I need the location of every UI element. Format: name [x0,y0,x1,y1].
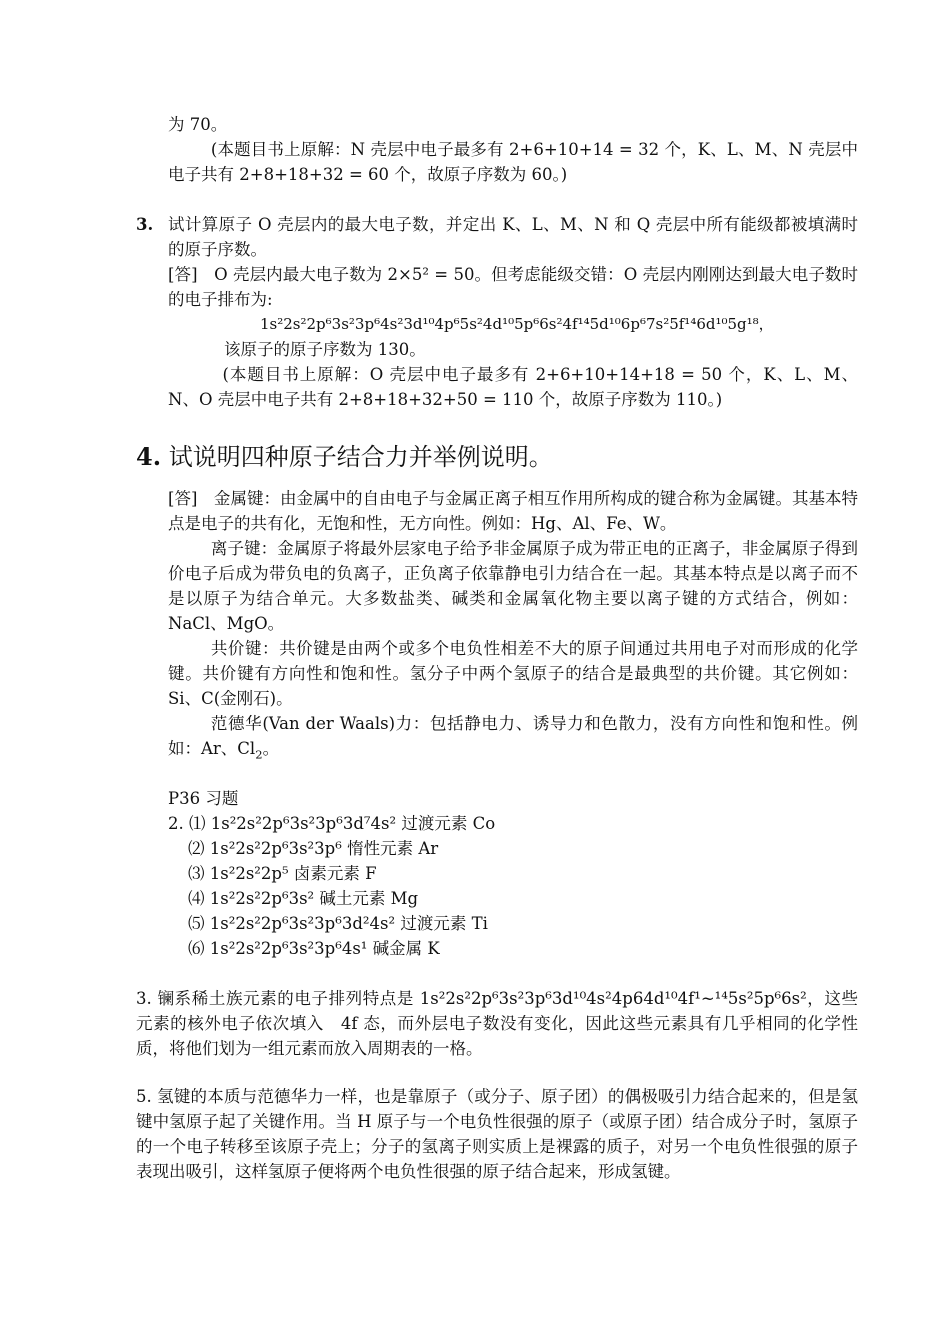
exercise-3-text: 3. 镧系稀土族元素的电子排列特点是 1s²2s²2p⁶3s²3p⁶3d¹⁰4s²4p64d¹⁰4f¹~¹⁴5s²5p⁶6s²，这些元素的核外电子依次填入 4f 态，而外层电子数没有变化，因此这些元素具有几乎相同的化学性质，将他们划为一组元素而放入周期表的一格。 [136,989,858,1058]
q4-vdw-force [168,711,858,761]
p36-item: ⑹ 1s²2s²2p⁶3s²3p⁶4s¹ 碱金属 K [188,939,440,958]
p36-item: ⑷ 1s²2s²2p⁶3s² 碱土元素 Mg [188,889,419,908]
q3-result: 该原子的原子序数为 130。 [224,340,426,359]
q4-metal-bond: [答] 金属键：由金属中的自由电子与金属正离子相互作用所构成的键合称为金属键。其基本特点是电子的共有化，无饱和性，无方向性。例如：Hg、Al、Fe、W。 [168,489,858,533]
q3-block [168,212,858,412]
q3-note: (本题目书上原解：O 壳层中电子最多有 2+6+10+14+18 = 50 个，K、L、M、N、O 壳层中电子共有 2+8+18+32+50 = 110 个，故原子序数为 110。) [168,365,858,409]
q2-tail-note: (本题目书上原解：N 壳层中电子最多有 2+6+10+14 = 32 个，K、L、M、N 壳层中电子共有 2+8+18+32 = 60 个，故原子序数为 60。) [168,140,858,184]
exercise-3 [136,986,858,1061]
q4-question: 试说明四种原子结合力并举例说明。 [168,443,553,471]
q4-vdw-main: 范德华(Van der Waals)力：包括静电力、诱导力和色散力，没有方向性和饱和性。例如：Ar、Cl [168,714,858,758]
p36-title: P36 习题 [168,789,239,808]
q2-tail-line: 为 70。 [168,115,228,134]
p36-item: ⑶ 1s²2s²2p⁵ 卤素元素 F [188,864,377,883]
q3-answer: [答] O 壳层内最大电子数为 2×5² = 50。但考虑能级交错：O 壳层内刚刚达到最大电子数时的电子排布为: [168,265,858,309]
exercise-5 [136,1084,858,1184]
q4-vdw-sub: 2 [255,747,263,762]
q4-number: 4. [136,442,162,471]
q3-question: 试计算原子 O 壳层内的最大电子数，并定出 K、L、M、N 和 Q 壳层中所有能级都被填满时的原子序数。 [168,215,858,259]
q4-answer [168,486,858,761]
q4-heading [136,440,856,474]
exercise-5-text: 5. 氢键的本质与范德华力一样，也是靠原子（或分子、原子团）的偶极吸引力结合起来的，但是氢键中氢原子起了关键作用。当 H 原子与一个电负性很强的原子（或原子团）结合成分子时，氢原子的一个电子转移至该原子壳上；分子的氢离子则实质上是裸露的质子，对另一个电负性很强的原子表现出吸引，这样氢原子便将两个电负性很强的原子结合起来，形成氢键。 [136,1087,858,1181]
q2-tail [168,112,858,187]
p36-item: ⑸ 1s²2s²2p⁶3s²3p⁶3d²4s² 过渡元素 Ti [188,914,488,933]
q4-vdw-end: 。 [262,739,280,758]
q3-number: 3. [136,215,154,234]
q3-config: 1s²2s²2p⁶3s²3p⁶4s²3d¹⁰4p⁶5s²4d¹⁰5p⁶6s²4f¹⁴5d¹⁰6p⁶7s²5f¹⁴6d¹⁰5g¹⁸， [260,315,774,333]
q4-ionic-bond: 离子键：金属原子将最外层家电子给予非金属原子成为带正电的正离子，非金属原子得到价电子后成为带负电的负离子，正负离子依靠静电引力结合在一起。其基本特点是以离子而不是以原子为结合单元。大多数盐类、碱类和金属氧化物主要以离子键的方式结合，例如：NaCl、MgO。 [168,539,858,633]
p36-item: ⑵ 1s²2s²2p⁶3s²3p⁶ 惰性元素 Ar [188,839,439,858]
p36-item: 2. ⑴ 1s²2s²2p⁶3s²3p⁶3d⁷4s² 过渡元素 Co [168,814,496,833]
p36-exercises [168,786,858,961]
q4-covalent-bond: 共价键：共价键是由两个或多个电负性相差不大的原子间通过共用电子对而形成的化学键。共价键有方向性和饱和性。氢分子中两个氢原子的结合是最典型的共价键。其它例如：Si、C(金刚石)。 [168,639,858,708]
